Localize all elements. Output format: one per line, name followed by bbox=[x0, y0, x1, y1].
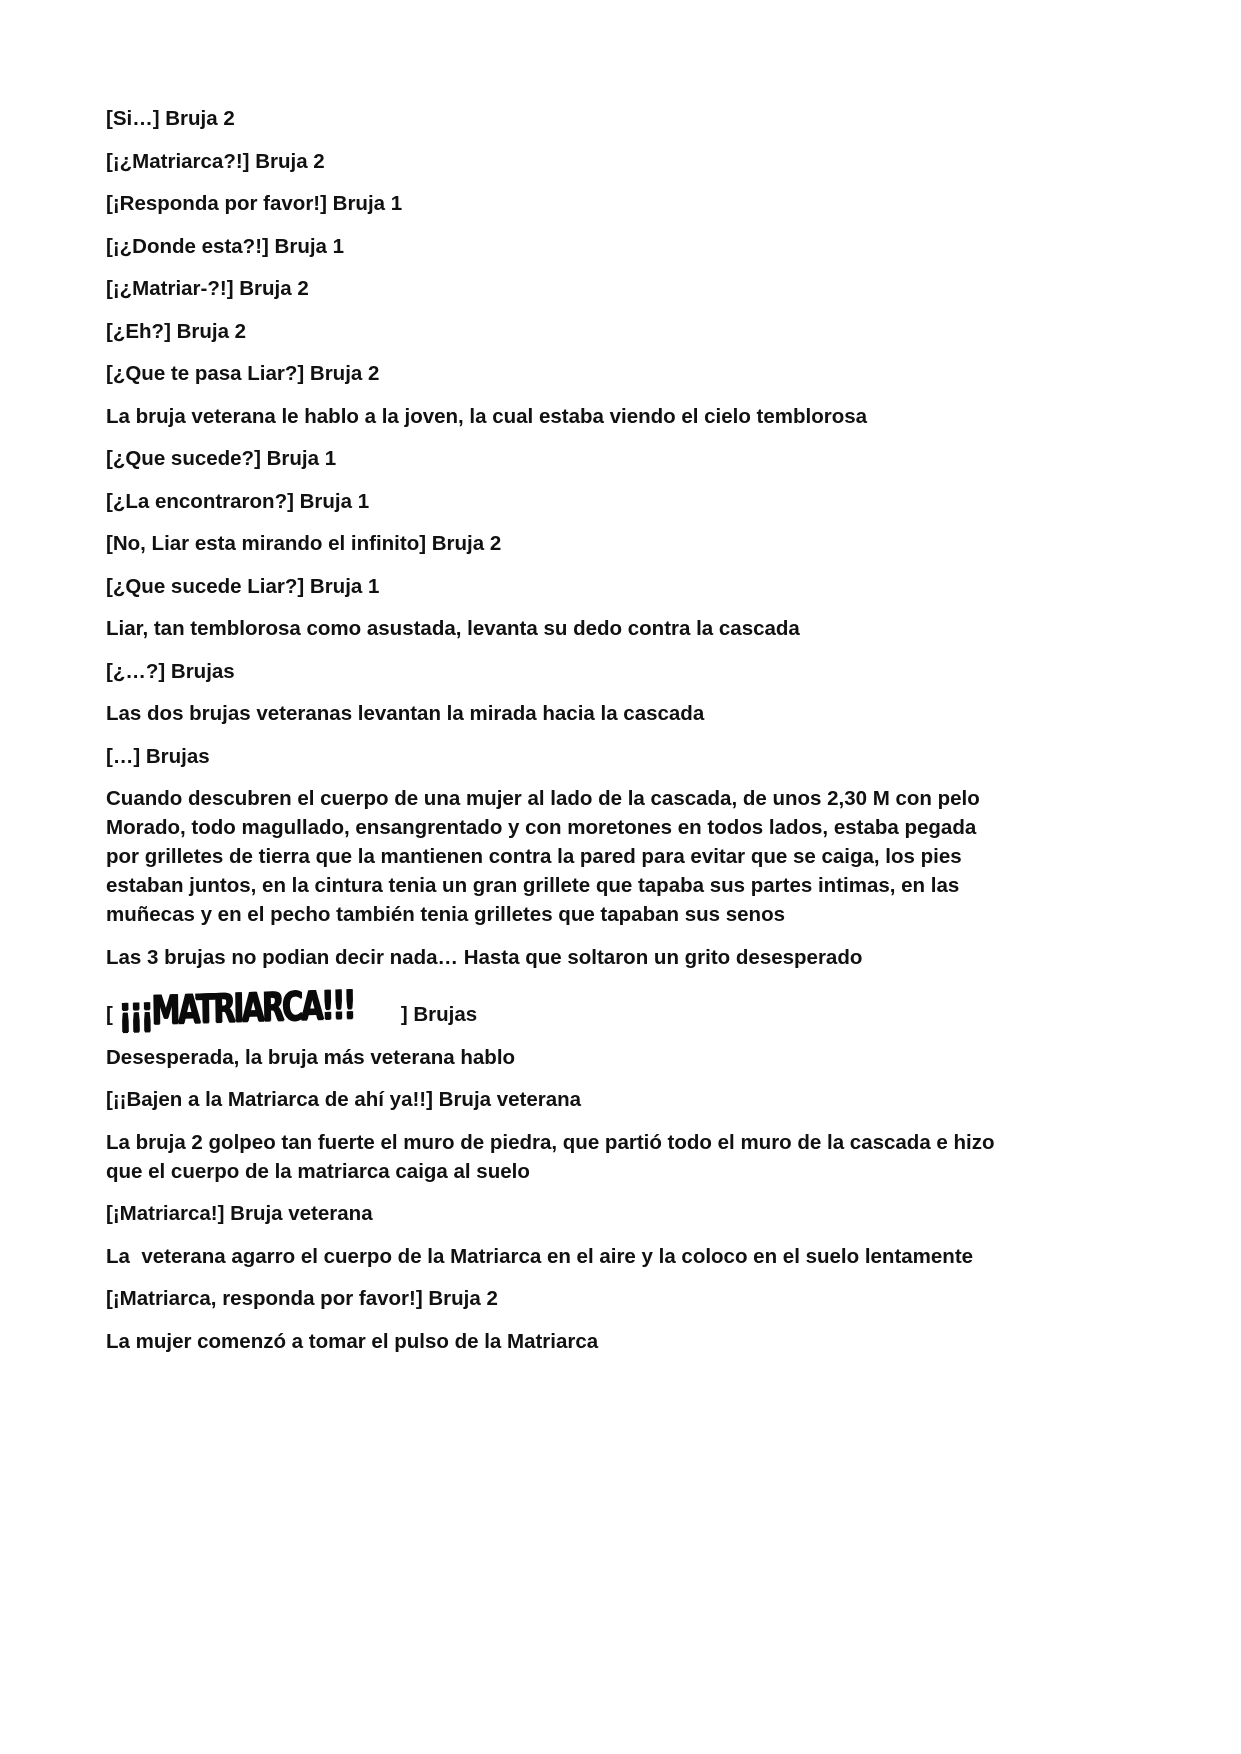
shout-speaker: Brujas bbox=[407, 1003, 478, 1026]
narration-paragraph: Cuando descubren el cuerpo de una mujer al lado de la cascada, de unos 2,30 M con pelo Morado, todo magullado, ensangrentado y con moretones en todos lados, estaba pegada por grilletes de tierra que la mantienen contra la pared para evitar que se caiga, los pies estaban juntos, en la cintura tenia un gran grillete que tapaba sus partes intimas, en las muñecas y en el pecho también tenia grilletes que tapaban sus senos bbox=[106, 787, 980, 926]
dialogue-line: [¡Matriarca!] Bruja veterana bbox=[106, 1202, 373, 1225]
shout-title-art bbox=[113, 982, 401, 1035]
dialogue-line: [¡¿Matriar-?!] Bruja 2 bbox=[106, 277, 309, 300]
dialogue-line: [¡Responda por favor!] Bruja 1 bbox=[106, 192, 403, 215]
dialogue-line: […] Brujas bbox=[106, 744, 210, 768]
document-body bbox=[106, 104, 1006, 1369]
narration-paragraph: Las 3 brujas no podian decir nada… Hasta que soltaron un grito desesperado bbox=[106, 945, 863, 969]
dialogue-line: [¿…?] Brujas bbox=[106, 659, 235, 683]
narration-paragraph: Las dos brujas veteranas levantan la mirada hacia la cascada bbox=[106, 702, 705, 725]
close-bracket: ] bbox=[400, 1003, 408, 1026]
dialogue-line: [No, Liar esta mirando el infinito] Bruja 2 bbox=[106, 532, 502, 555]
dialogue-line: [¡¿Donde esta?!] Bruja 1 bbox=[106, 234, 345, 258]
dialogue-line: [¿Que te pasa Liar?] Bruja 2 bbox=[106, 362, 380, 385]
open-bracket: [ bbox=[106, 1003, 113, 1026]
narration-paragraph: La mujer comenzó a tomar el pulso de la Matriarca bbox=[106, 1329, 599, 1353]
dialogue-line: [¡¡Bajen a la Matriarca de ahí ya!!] Bruja veterana bbox=[106, 1088, 582, 1111]
dialogue-line: [¿Eh?] Bruja 2 bbox=[106, 319, 247, 343]
dialogue-line: [¿Que sucede Liar?] Bruja 1 bbox=[106, 574, 380, 598]
narration-paragraph: Desesperada, la bruja más veterana hablo bbox=[106, 1045, 516, 1069]
narration-paragraph: Liar, tan temblorosa como asustada, levanta su dedo contra la cascada bbox=[106, 617, 800, 640]
dialogue-line: [Si…] Bruja 2 bbox=[106, 107, 235, 130]
dialogue-line: [¡Matriarca, responda por favor!] Bruja 2 bbox=[106, 1287, 498, 1310]
dialogue-line: [¡¿Matriarca?!] Bruja 2 bbox=[106, 149, 325, 173]
shout-text: ¡¡¡MATRIARCA!!! bbox=[118, 982, 355, 1035]
narration-paragraph: La bruja veterana le hablo a la joven, la cual estaba viendo el cielo temblorosa bbox=[106, 404, 868, 428]
narration-paragraph: La veterana agarro el cuerpo de la Matriarca en el aire y la coloco en el suelo lentamente bbox=[106, 1244, 974, 1268]
dialogue-line: [¿La encontraron?] Bruja 1 bbox=[106, 489, 370, 513]
dialogue-line: [¿Que sucede?] Bruja 1 bbox=[106, 447, 337, 470]
shout-dialogue-line bbox=[106, 982, 1006, 1035]
narration-paragraph: La bruja 2 golpeo tan fuerte el muro de piedra, que partió todo el muro de la cascada e hizo que el cuerpo de la matriarca caiga al suelo bbox=[106, 1130, 995, 1183]
